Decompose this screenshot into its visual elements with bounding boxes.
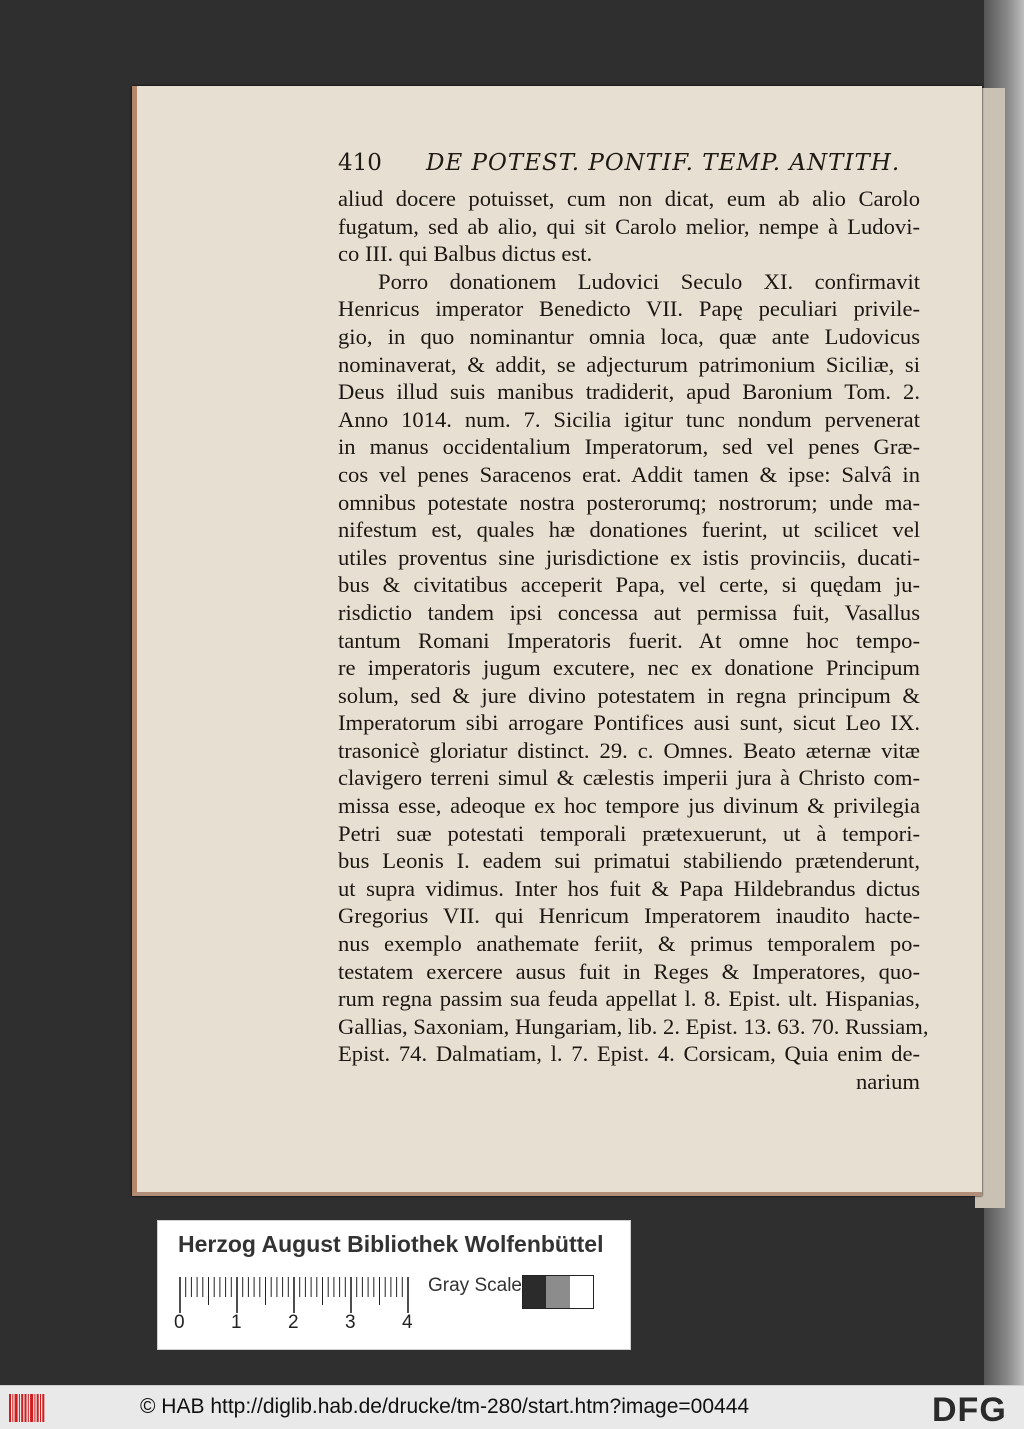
text-line: omnibus potestate nostra posterorumq; nostrorum; unde ma- (338, 489, 920, 515)
text-line: risdictio tandem ipsi concessa aut permissa fuit, Vasallus (338, 599, 920, 625)
ruler-number: 2 (288, 1312, 299, 1333)
text-line: cos vel penes Saracenos erat. Addit tamen & ipse: Salvâ in (338, 461, 920, 487)
library-label (157, 1220, 631, 1350)
ruler-number: 4 (402, 1312, 413, 1333)
barcode-bar (37, 1394, 39, 1422)
barcode-bar (12, 1394, 13, 1422)
barcode-bar (15, 1394, 18, 1422)
text-line: Gallias, Saxoniam, Hungariam, lib. 2. Epist. 13. 63. 70. Russiam, (338, 1013, 929, 1039)
text-line: nominaverat, & addit, se adjecturum patrimonium Siciliæ, si (338, 351, 920, 377)
text-line: re imperatoris jugum excutere, nec ex donatione Principum (338, 655, 920, 681)
gray-scale-swatch (522, 1275, 594, 1309)
text-line: nus exemplo anathemate feriit, & primus temporalem po- (338, 931, 920, 957)
text-line: ut supra vidimus. Inter hos fuit & Papa Hildebrandus dictus (338, 875, 920, 901)
barcode-bar (28, 1394, 29, 1422)
gray-swatch-cell (570, 1276, 593, 1308)
ruler-number: 1 (231, 1312, 242, 1333)
barcode-bar (34, 1394, 35, 1422)
ruler-number: 0 (174, 1312, 185, 1333)
footer-copyright-url[interactable]: © HAB http://diglib.hab.de/drucke/tm-280/start.htm?image=00444 (140, 1395, 750, 1418)
text-line: fugatum, sed ab alio, qui sit Carolo melior, nempe à Ludovi- (338, 213, 920, 239)
barcode-bar (19, 1394, 20, 1422)
dfg-logo (930, 1390, 1016, 1429)
text-line: rum regna passim sua feuda appellat l. 8. Epist. ult. Hispanias, (338, 986, 920, 1012)
barcode-bar (21, 1394, 23, 1422)
ruler-numbers (174, 1312, 424, 1336)
page-text (338, 185, 929, 1094)
text-line: in manus occidentalium Imperatorum, sed vel penes Græ- (338, 434, 920, 460)
text-line: aliud docere potuisset, cum non dicat, eum ab alio Carolo (338, 186, 920, 211)
text-line: clavigero terreni simul & cælestis imperii jura à Christo com- (338, 765, 920, 791)
text-line: Henricus imperator Benedicto VII. Papę peculiari privile- (338, 296, 920, 322)
text-line: nifestum est, quales hæ donationes fuerint, ut scilicet vel (338, 517, 920, 543)
text-line: gio, in quo nominantur omnia loca, quæ ante Ludovicus (338, 323, 920, 349)
running-head-title: DE POTEST. PONTIF. TEMP. ANTITH. (426, 150, 901, 176)
text-line: missa esse, adeoque ex hoc tempore jus divinum & privilegia (338, 793, 920, 819)
text-line: bus Leonis I. eadem sui primatui stabiliendo prætenderunt, (338, 848, 920, 874)
text-line: Epist. 74. Dalmatiam, l. 7. Epist. 4. Corsicam, Quia enim de- (338, 1041, 920, 1067)
barcode-bar (42, 1394, 44, 1422)
text-line: Gregorius VII. qui Henricum Imperatorem inaudito hacte- (338, 903, 920, 929)
text-line: bus & civitatibus acceperit Papa, vel certe, si quędam ju- (338, 572, 920, 598)
text-line: testatem exercere ausus fuit in Reges & Imperatores, quo- (338, 958, 920, 984)
library-name: Herzog August Bibliothek Wolfenbüttel (178, 1231, 604, 1257)
barcode-bar (40, 1394, 41, 1422)
gray-swatch-cell (523, 1276, 546, 1308)
text-line: solum, sed & jure divino potestatem in regna principum & (338, 682, 920, 708)
text-line: Petri suæ potestati temporali prætexuerunt, ut à tempori- (338, 820, 920, 846)
page-number: 410 (338, 150, 382, 176)
barcode-bar (25, 1394, 27, 1422)
running-head (338, 150, 908, 182)
text-line: utiles proventus sine jurisdictione ex istis provinciis, ducati- (338, 544, 920, 570)
dfg-logo-text: DFG (932, 1391, 1007, 1429)
catchword: narium (856, 1069, 920, 1094)
text-line: co III. qui Balbus dictus est. (338, 241, 593, 267)
text-line: tantum Romani Imperatoris fuerit. At omne hoc tempo- (338, 627, 920, 653)
text-line: trasonicè gloriatur distinct. 29. c. Omnes. Beato æternæ vitæ (338, 737, 920, 763)
text-line: Anno 1014. num. 7. Sicilia igitur tunc nondum pervenerat (338, 406, 920, 432)
text-line: Porro donationem Ludovici Seculo XI. confirmavit (378, 268, 920, 294)
gray-swatch-cell (546, 1276, 569, 1308)
barcode-bar (30, 1394, 33, 1422)
text-line: Imperatorum sibi arrogare Pontifices ausi sunt, sicut Leo IX. (338, 710, 920, 736)
text-line: Deus illud suis manibus tradiderit, apud Baronium Tom. 2. (338, 379, 920, 405)
gray-scale-label: Gray Scale (428, 1275, 522, 1296)
footer-bar (0, 1385, 1024, 1429)
ruler-scale (178, 1275, 414, 1315)
ruler-number: 3 (345, 1312, 356, 1333)
barcode-icon (8, 1392, 48, 1424)
barcode-bar (9, 1394, 11, 1422)
